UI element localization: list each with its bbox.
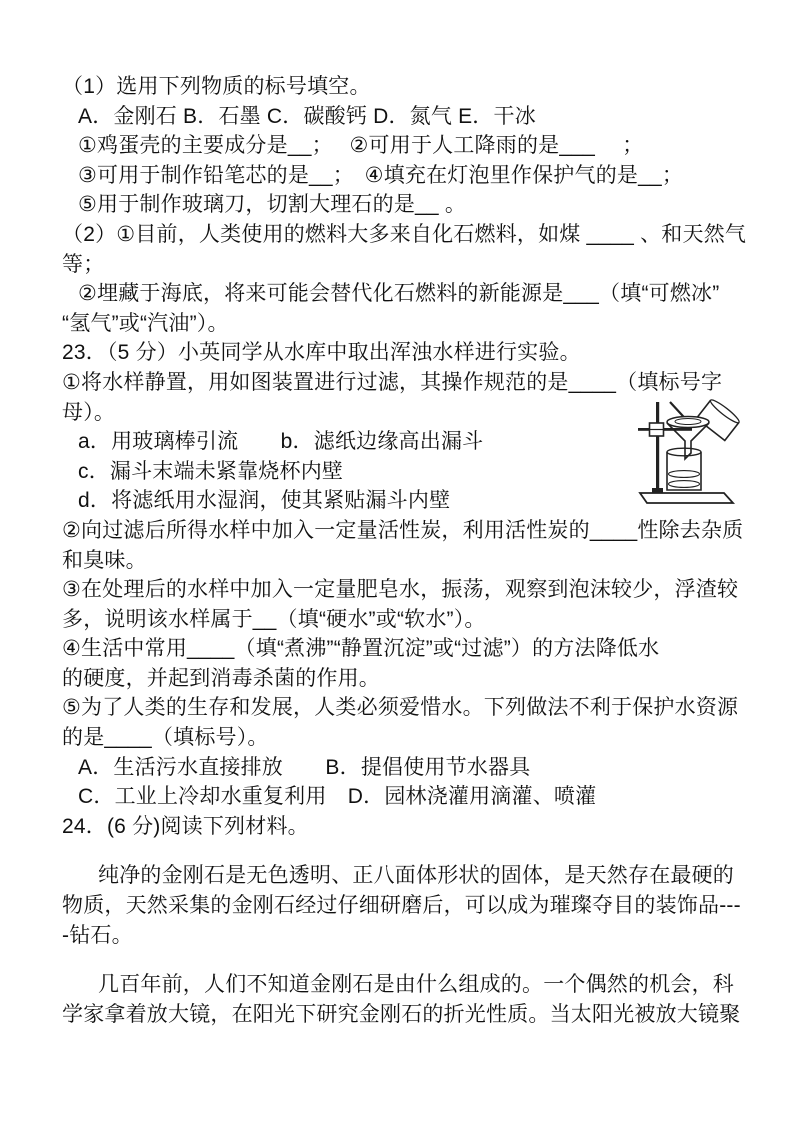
document-line: ②埋藏于海底，将来可能会替代化石燃料的新能源是___（填“可燃冰” bbox=[78, 282, 720, 306]
document-line: c．漏斗末端未紧靠烧杯内壁 bbox=[78, 459, 344, 483]
document-line: ③可用于制作铅笔芯的是__； ④填充在灯泡里作保护气的是__； bbox=[78, 163, 684, 187]
document-line: 多，说明该水样属于__（填“硬水”或“软水”）。 bbox=[62, 607, 486, 631]
document-line: （2）①目前，人类使用的燃料大多来自化石燃料，如煤 ____ 、和天然气 bbox=[62, 222, 747, 246]
paragraph-spacer bbox=[0, 841, 800, 861]
document-line: 几百年前，人们不知道金刚石是由什么组成的。一个偶然的机会，科 bbox=[98, 973, 734, 997]
document-line: ⑤用于制作玻璃刀，切割大理石的是__ 。 bbox=[78, 193, 467, 217]
document-line: ①鸡蛋壳的主要成分是__； ②可用于人工降雨的是___ ； bbox=[78, 134, 644, 158]
document-line: ①将水样静置，用如图装置进行过滤，其操作规范的是____（填标号字 bbox=[62, 370, 723, 394]
document-text-block bbox=[0, 72, 800, 1029]
document-line: 物质，天然采集的金刚石经过仔细研磨后，可以成为璀璨夺目的装饰品--- bbox=[62, 894, 741, 918]
document-line: ④生活中常用____（填“煮沸”“静置沉淀”或“过滤”）的方法降低水 bbox=[62, 637, 660, 661]
document-line: 24．(6 分)阅读下列材料。 bbox=[62, 814, 309, 838]
document-line: “氢气”或“汽油”）。 bbox=[62, 311, 229, 335]
document-line: ③在处理后的水样中加入一定量肥皂水，振荡，观察到泡沫较少，浮渣较 bbox=[62, 578, 739, 602]
filtration-apparatus-illustration bbox=[630, 398, 780, 512]
filtration-apparatus-figure bbox=[630, 398, 780, 512]
paragraph-spacer bbox=[0, 950, 800, 970]
document-line: 纯净的金刚石是无色透明、正八面体形状的固体，是天然存在最硬的 bbox=[98, 864, 734, 888]
document-line: 和臭味。 bbox=[62, 548, 147, 572]
document-line: 的是____（填标号）。 bbox=[62, 726, 269, 750]
document-line: A．生活污水直接排放 B．提倡使用节水器具 bbox=[78, 755, 531, 779]
document-line: 等； bbox=[62, 252, 105, 276]
document-line: （1）选用下列物质的标号填空。 bbox=[62, 75, 371, 98]
document-line: 23．（5 分）小英同学从水库中取出浑浊水样进行实验。 bbox=[62, 341, 581, 365]
document-line: 学家拿着放大镜，在阳光下研究金刚石的折光性质。当太阳光被放大镜聚 bbox=[62, 1002, 741, 1026]
document-line: A．金刚石 B．石墨 C．碳酸钙 D．氮气 E．干冰 bbox=[78, 104, 536, 128]
document-line: d．将滤纸用水湿润，使其紧贴漏斗内壁 bbox=[78, 489, 451, 513]
document-line: a．用玻璃棒引流 b．滤纸边缘高出漏斗 bbox=[78, 430, 484, 454]
document-line: ⑤为了人类的生存和发展，人类必须爱惜水。下列做法不利于保护水资源 bbox=[62, 696, 739, 720]
document-line: 母）。 bbox=[62, 400, 116, 424]
document-line: -钻石。 bbox=[62, 923, 133, 947]
document-line: ②向过滤后所得水样中加入一定量活性炭，利用活性炭的____性除去杂质 bbox=[62, 518, 744, 542]
document-line: C．工业上冷却水重复利用 D．园林浇灌用滴灌、喷灌 bbox=[78, 785, 597, 809]
document-line: 的硬度，并起到消毒杀菌的作用。 bbox=[62, 666, 380, 690]
